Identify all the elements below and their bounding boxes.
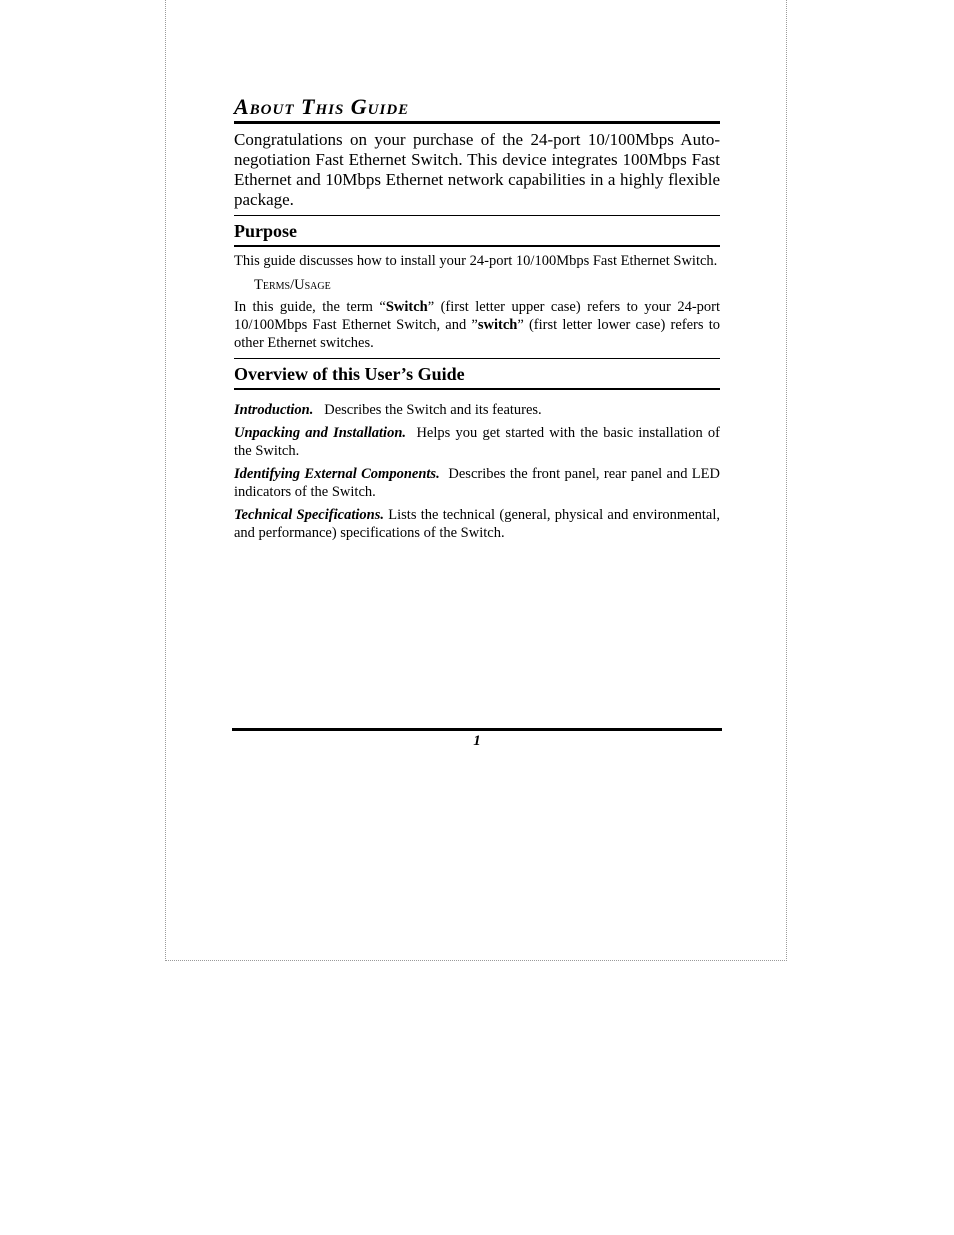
overview-item-text: Describes the Switch and its features. [313, 402, 542, 418]
overview-item-components [234, 465, 724, 501]
footer-rule [232, 728, 722, 731]
intro-paragraph: Congratulations on your purchase of the 24-port 10/100Mbps Auto-negotiation Fast Ethernet Switch. This device integrates 100Mbps Fast Ethernet and 10Mbps Ethernet network capabilities in a highly flexible package. [234, 130, 720, 209]
terms-usage-text [234, 298, 720, 352]
overview-item-unpacking [234, 424, 724, 460]
terms-switch-lower: switch [477, 317, 518, 333]
overview-item-label: Unpacking and Installation. [234, 425, 407, 441]
overview-item-specifications [234, 506, 724, 542]
purpose-heading: Purpose [234, 215, 720, 247]
overview-item-text: Helps you get started with the basic installation of the Switch. [234, 425, 724, 459]
terms-text-part: ” (first letter upper case) refers to your 24-port 10/100Mbps Fast Ethernet Switch, and ” [234, 299, 721, 333]
overview-item-label: Introduction. [234, 402, 314, 418]
terms-text-part: ” (first letter lower case) refers to other Ethernet switches. [234, 317, 720, 351]
terms-usage-heading: Terms/Usage [254, 277, 331, 293]
overview-item-label: Identifying External Components. [234, 466, 440, 482]
page-content [234, 94, 724, 542]
terms-switch-upper: Switch [385, 299, 428, 315]
purpose-text: This guide discusses how to install your 24-port 10/100Mbps Fast Ethernet Switch. [234, 253, 718, 269]
overview-item-text: Lists the technical (general, physical and environmental, and performance) specifications of the Switch. [234, 507, 724, 541]
page-title: About This Guide [234, 94, 720, 124]
overview-item-label: Technical Specifications. [234, 507, 384, 523]
overview-heading: Overview of this User’s Guide [234, 358, 720, 390]
terms-text-part: In this guide, the term “ [234, 299, 386, 315]
overview-item-introduction [234, 401, 720, 419]
page-number: 1 [473, 733, 481, 749]
overview-item-text: Describes the front panel, rear panel and LED indicators of the Switch. [234, 466, 724, 500]
